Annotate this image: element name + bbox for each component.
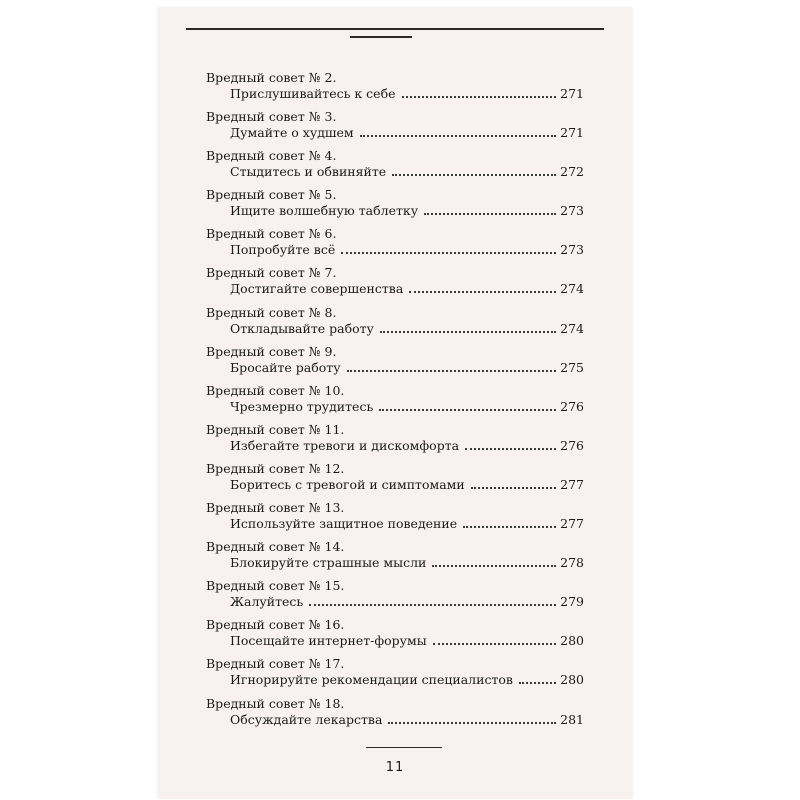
toc-entry-line bbox=[230, 281, 584, 296]
dot-leader bbox=[465, 448, 556, 450]
toc-entry-title: Вредный совет № 10. bbox=[206, 382, 345, 398]
toc-entry-page-number: 276 bbox=[560, 437, 584, 453]
toc-entry-title: Вредный совет № 9. bbox=[206, 343, 337, 359]
toc-entry bbox=[158, 422, 632, 461]
dot-leader bbox=[402, 96, 557, 98]
toc-entry-page-number: 274 bbox=[560, 281, 584, 297]
toc-entry-page-number: 274 bbox=[560, 320, 584, 336]
dot-leader bbox=[388, 722, 556, 724]
toc-entry-subtitle: Посещайте интернет-форумы bbox=[230, 633, 427, 649]
toc-entry-subtitle: Думайте о худшем bbox=[230, 125, 354, 141]
toc-entry bbox=[158, 656, 632, 695]
dot-leader bbox=[341, 252, 556, 254]
toc-entry-line bbox=[230, 321, 584, 336]
toc-entry-line bbox=[230, 555, 584, 570]
toc-entry-page-number: 277 bbox=[560, 516, 584, 532]
toc-entry-page-number: 276 bbox=[560, 398, 584, 414]
toc-entry-line bbox=[230, 399, 584, 414]
toc-entry-line bbox=[230, 438, 584, 453]
toc-entry-page-number: 280 bbox=[560, 672, 584, 688]
toc-entry bbox=[158, 539, 632, 578]
toc-entry-line bbox=[230, 203, 584, 218]
toc-entry-subtitle: Блокируйте страшные мысли bbox=[230, 555, 427, 571]
toc-entry-page-number: 278 bbox=[560, 555, 584, 571]
toc-entry bbox=[158, 187, 632, 226]
toc-entry-line bbox=[230, 477, 584, 492]
toc-entry-page-number: 273 bbox=[560, 242, 584, 258]
dot-leader bbox=[360, 135, 556, 137]
toc-entry bbox=[158, 148, 632, 187]
toc-entry-line bbox=[230, 516, 584, 531]
toc-entry-title: Вредный совет № 16. bbox=[206, 617, 345, 633]
toc-entry-title: Вредный совет № 18. bbox=[206, 695, 345, 711]
toc-entry-title: Вредный совет № 13. bbox=[206, 500, 345, 516]
dot-leader bbox=[463, 526, 556, 528]
toc-entry-subtitle: Бросайте работу bbox=[230, 359, 341, 375]
toc-entry-subtitle: Прислушивайтесь к себе bbox=[230, 86, 396, 101]
toc-entry-page-number: 279 bbox=[560, 594, 584, 610]
toc-entry-title: Вредный совет № 17. bbox=[206, 656, 345, 672]
toc-entry-subtitle: Попробуйте всё bbox=[230, 242, 336, 258]
dot-leader bbox=[519, 682, 556, 684]
toc-entry-title: Вредный совет № 5. bbox=[206, 187, 337, 203]
dot-leader bbox=[424, 213, 556, 215]
toc-entry-title: Вредный совет № 8. bbox=[206, 304, 337, 320]
dot-leader bbox=[392, 174, 556, 176]
toc-entry-line bbox=[230, 360, 584, 375]
toc-entry bbox=[158, 461, 632, 500]
toc-entry-subtitle: Чрезмерно трудитесь bbox=[230, 398, 374, 414]
toc-entry bbox=[158, 70, 632, 109]
dot-leader bbox=[471, 487, 556, 489]
toc-entry bbox=[158, 265, 632, 304]
dot-leader bbox=[347, 370, 557, 372]
toc-entry bbox=[158, 617, 632, 656]
toc-entry-title: Вредный совет № 15. bbox=[206, 578, 345, 594]
toc-entry-subtitle: Используйте защитное поведение bbox=[230, 516, 458, 532]
toc-entry-subtitle: Ищите волшебную таблетку bbox=[230, 203, 419, 219]
toc-entry-line bbox=[230, 164, 584, 179]
dot-leader bbox=[309, 604, 556, 606]
toc-entry-line bbox=[230, 594, 584, 609]
toc-entry bbox=[158, 578, 632, 617]
toc-entry-subtitle: Достигайте совершенства bbox=[230, 281, 404, 297]
header-rule bbox=[186, 28, 604, 30]
toc-entry-page-number: 280 bbox=[560, 633, 584, 649]
toc-entry-page-number: 273 bbox=[560, 203, 584, 219]
toc-entry-subtitle: Стыдитесь и обвиняйте bbox=[230, 164, 387, 180]
dot-leader bbox=[432, 565, 556, 567]
toc-entry-page-number: 271 bbox=[560, 86, 584, 101]
table-of-contents bbox=[158, 70, 632, 735]
toc-entry-title: Вредный совет № 3. bbox=[206, 109, 337, 125]
toc-entry-subtitle: Боритесь с тревогой и симптомами bbox=[230, 476, 465, 492]
page-number: 11 bbox=[385, 760, 405, 775]
toc-entry bbox=[158, 344, 632, 383]
dot-leader bbox=[379, 409, 556, 411]
toc-entry-line bbox=[230, 125, 584, 140]
toc-entry bbox=[158, 696, 632, 735]
toc-entry-title: Вредный совет № 14. bbox=[206, 539, 345, 555]
toc-entry-subtitle: Жалуйтесь bbox=[230, 594, 304, 610]
toc-entry-page-number: 277 bbox=[560, 476, 584, 492]
toc-entry-line bbox=[230, 242, 584, 257]
toc-entry-title: Вредный совет № 12. bbox=[206, 460, 345, 476]
toc-entry-page-number: 272 bbox=[560, 164, 584, 180]
dot-leader bbox=[409, 291, 556, 293]
dot-leader bbox=[380, 331, 556, 333]
toc-entry bbox=[158, 109, 632, 148]
toc-entry-page-number: 275 bbox=[560, 359, 584, 375]
footer-rule bbox=[366, 747, 442, 748]
toc-entry bbox=[158, 305, 632, 344]
toc-entry bbox=[158, 500, 632, 539]
toc-entry-title: Вредный совет № 2. bbox=[206, 70, 337, 85]
toc-entry-line bbox=[230, 86, 584, 101]
toc-entry-subtitle: Обсуждайте лекарства bbox=[230, 711, 383, 727]
header-sub-rule bbox=[350, 36, 412, 38]
toc-entry-subtitle: Избегайте тревоги и дискомфорта bbox=[230, 437, 460, 453]
toc-entry-line bbox=[230, 672, 584, 687]
book-page bbox=[158, 8, 632, 798]
toc-entry-title: Вредный совет № 11. bbox=[206, 421, 345, 437]
toc-entry-title: Вредный совет № 7. bbox=[206, 265, 337, 281]
toc-entry-subtitle: Игнорируйте рекомендации специалистов bbox=[230, 672, 513, 688]
toc-entry-page-number: 281 bbox=[560, 711, 584, 727]
toc-entry-subtitle: Откладывайте работу bbox=[230, 320, 374, 336]
toc-entry bbox=[158, 383, 632, 422]
toc-entry-line bbox=[230, 712, 584, 727]
toc-entry-title: Вредный совет № 6. bbox=[206, 226, 337, 242]
toc-entry-page-number: 271 bbox=[560, 125, 584, 141]
toc-entry bbox=[158, 226, 632, 265]
toc-entry-title: Вредный совет № 4. bbox=[206, 148, 337, 164]
dot-leader bbox=[433, 643, 556, 645]
toc-entry-line bbox=[230, 633, 584, 648]
